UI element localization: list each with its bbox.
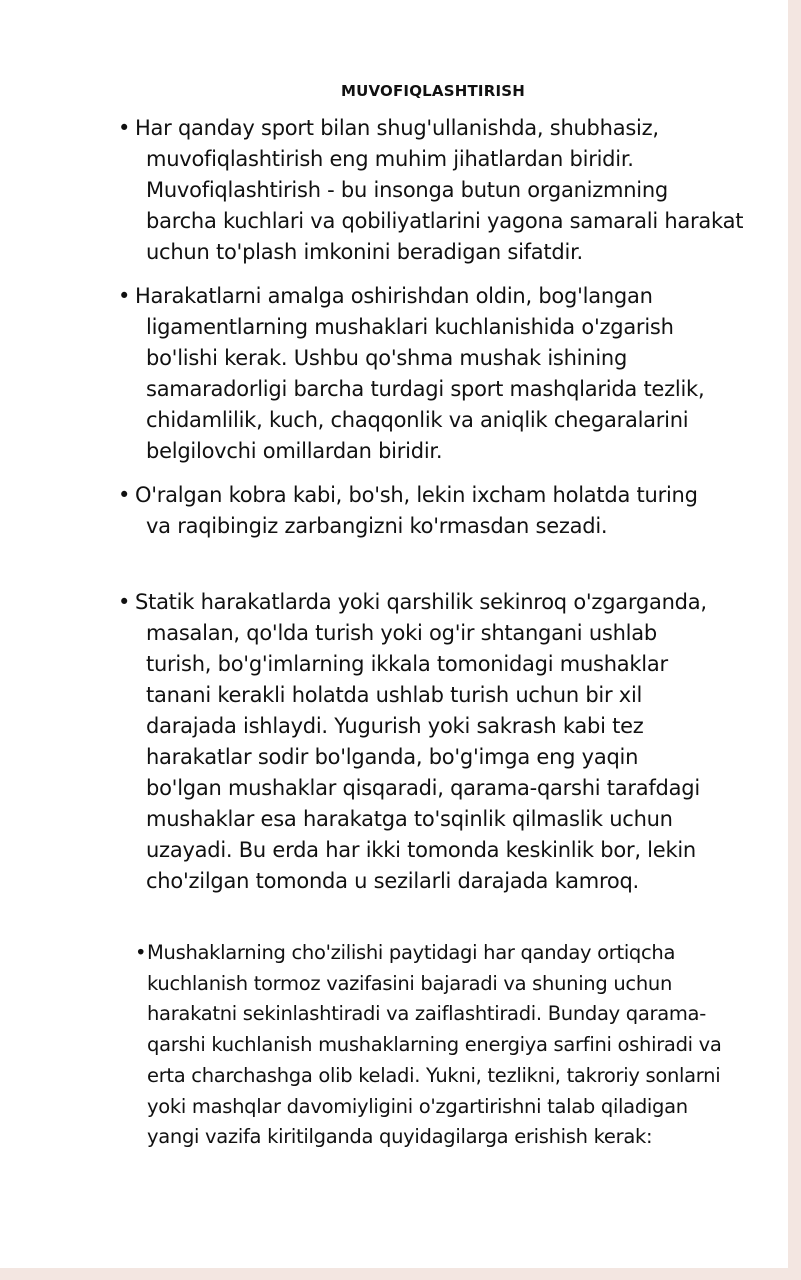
page-edge-right	[788, 0, 801, 1280]
text-line: kuchlanish tormoz vazifasini bajaradi va shuning uchun	[147, 971, 673, 995]
bullet-icon: •	[118, 483, 131, 507]
text-line: harakatni sekinlashtiradi va zaiflashtiradi. Bunday qarama-	[147, 1002, 706, 1026]
text-line: belgilovchi omillardan biridir.	[146, 439, 443, 463]
text-line: muvofiqlashtirish eng muhim jihatlardan biridir.	[146, 147, 634, 171]
bullet-paragraph-5	[135, 938, 722, 1153]
text-line: va raqibingiz zarbangizni ko'rmasdan sezadi.	[146, 514, 608, 538]
text-line: turish, bo'g'imlarning ikkala tomonidagi mushaklar	[146, 652, 668, 676]
bullet-paragraph-1	[118, 113, 743, 268]
bullet-icon: •	[118, 116, 131, 140]
bullet-icon: •	[135, 941, 147, 964]
text-line: yangi vazifa kiritilganda quyidagilarga erishish kerak:	[147, 1125, 653, 1149]
text-line: masalan, qo'lda turish yoki og'ir shtangani ushlab	[146, 621, 657, 645]
text-line: bo'lgan mushaklar qisqaradi, qarama-qarshi tarafdagi	[146, 776, 700, 800]
text-line: bo'lishi kerak. Ushbu qo'shma mushak ishining	[146, 346, 628, 370]
text-line: O'ralgan kobra kabi, bo'sh, lekin ixcham holatda turing	[135, 483, 698, 507]
text-line: chidamlilik, kuch, chaqqonlik va aniqlik chegaralarini	[146, 408, 689, 432]
text-line: uchun to'plash imkonini beradigan sifatdir.	[146, 240, 583, 264]
text-line: qarshi kuchlanish mushaklarning energiya sarfini oshiradi va	[147, 1033, 722, 1057]
text-line: Harakatlarni amalga oshirishdan oldin, bog'langan	[135, 284, 653, 308]
text-line: Mushaklarning cho'zilishi paytidagi har qanday ortiqcha	[147, 941, 676, 964]
text-line: cho'zilgan tomonda u sezilarli darajada kamroq.	[146, 869, 639, 893]
text-line: Muvofiqlashtirish - bu insonga butun organizmning	[146, 178, 668, 202]
text-line: yoki mashqlar davomiyligini o'zgartirishni talab qiladigan	[147, 1094, 688, 1118]
text-line: ligamentlarning mushaklari kuchlanishida o'zgarish	[146, 315, 674, 339]
text-line: samaradorligi barcha turdagi sport mashqlarida tezlik,	[146, 377, 705, 401]
text-line: uzayadi. Bu erda har ikki tomonda keskinlik bor, lekin	[146, 838, 696, 862]
bullet-icon: •	[118, 590, 131, 614]
text-line: erta charchashga olib keladi. Yukni, tezlikni, takroriy sonlarni	[147, 1063, 721, 1087]
text-line: Statik harakatlarda yoki qarshilik sekinroq o'zgarganda,	[135, 590, 707, 614]
text-line: darajada ishlaydi. Yugurish yoki sakrash kabi tez	[146, 714, 644, 738]
page-edge-bottom	[0, 1268, 801, 1280]
bullet-paragraph-3	[118, 480, 698, 542]
text-line: barcha kuchlari va qobiliyatlarini yagona samarali harakat	[146, 209, 744, 233]
bullet-paragraph-2	[118, 281, 704, 467]
text-line: mushaklar esa harakatga to'sqinlik qilmaslik uchun	[146, 807, 673, 831]
bullet-icon: •	[118, 284, 131, 308]
text-line: harakatlar sodir bo'lganda, bo'g'imga eng yaqin	[146, 745, 639, 769]
text-line: tanani kerakli holatda ushlab turish uchun bir xil	[146, 683, 643, 707]
page-title: MUVOFIQLASHTIRISH	[340, 82, 525, 100]
bullet-paragraph-4	[118, 587, 707, 897]
text-line: Har qanday sport bilan shug'ullanishda, shubhasiz,	[135, 116, 659, 140]
